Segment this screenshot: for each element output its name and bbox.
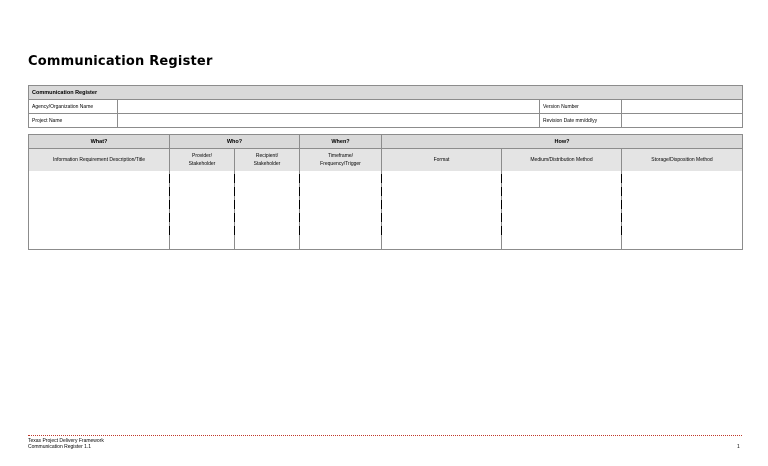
table-cell[interactable] (235, 197, 300, 210)
table-cell[interactable] (29, 171, 170, 184)
table-cell[interactable] (170, 236, 235, 250)
table-cell[interactable] (170, 210, 235, 223)
table-row (29, 223, 743, 236)
group-what: What? (29, 135, 170, 149)
table-cell[interactable] (382, 236, 502, 250)
table-cell[interactable] (170, 184, 235, 197)
group-who: Who? (170, 135, 300, 149)
table-cell[interactable] (382, 223, 502, 236)
table-cell[interactable] (29, 236, 170, 250)
communication-register-table (28, 134, 743, 250)
table-cell[interactable] (502, 210, 622, 223)
table-row (29, 236, 743, 250)
table-cell[interactable] (170, 197, 235, 210)
column-header: Format (382, 149, 502, 172)
table-cell[interactable] (502, 197, 622, 210)
table-cell[interactable] (170, 171, 235, 184)
table-row (29, 197, 743, 210)
footer-text (28, 438, 104, 450)
table-cell[interactable] (170, 223, 235, 236)
info-header: Communication Register (29, 86, 743, 100)
table-cell[interactable] (382, 197, 502, 210)
table-cell[interactable] (502, 171, 622, 184)
table-cell[interactable] (622, 210, 743, 223)
column-header: Medium/Distribution Method (502, 149, 622, 172)
project-field[interactable] (118, 114, 540, 128)
table-cell[interactable] (622, 171, 743, 184)
table-cell[interactable] (300, 210, 382, 223)
revision-field[interactable] (622, 114, 743, 128)
table-row (29, 210, 743, 223)
table-cell[interactable] (382, 210, 502, 223)
footer-framework: Texas Project Delivery Framework (28, 438, 104, 444)
agency-label: Agency/Organization Name (29, 100, 118, 114)
table-cell[interactable] (235, 184, 300, 197)
table-cell[interactable] (502, 236, 622, 250)
table-cell[interactable] (502, 184, 622, 197)
table-cell[interactable] (382, 184, 502, 197)
agency-field[interactable] (118, 100, 540, 114)
table-cell[interactable] (622, 197, 743, 210)
column-header: Recipient/ Stakeholder (235, 149, 300, 172)
table-cell[interactable] (622, 184, 743, 197)
page-number: 1 (737, 444, 740, 450)
group-when: When? (300, 135, 382, 149)
table-cell[interactable] (622, 236, 743, 250)
table-row (29, 171, 743, 184)
footer-document: Communication Register 1.1 (28, 444, 92, 450)
table-cell[interactable] (29, 223, 170, 236)
table-cell[interactable] (29, 184, 170, 197)
table-cell[interactable] (235, 171, 300, 184)
column-header: Storage/Disposition Method (622, 149, 743, 172)
version-label: Version Number (540, 100, 622, 114)
column-header: Provider/ Stakeholder (170, 149, 235, 172)
column-header: Timeframe/ Frequency/Trigger (300, 149, 382, 172)
table-cell[interactable] (300, 197, 382, 210)
table-cell[interactable] (622, 223, 743, 236)
group-how: How? (382, 135, 743, 149)
footer-divider (28, 435, 742, 436)
table-cell[interactable] (300, 184, 382, 197)
table-cell[interactable] (235, 210, 300, 223)
table-cell[interactable] (235, 223, 300, 236)
table-cell[interactable] (300, 171, 382, 184)
column-header: Information Requirement Description/Title (29, 149, 170, 172)
page-title: Communication Register (28, 54, 213, 69)
table-cell[interactable] (300, 236, 382, 250)
revision-label: Revision Date mm/dd/yy (540, 114, 622, 128)
table-row (29, 184, 743, 197)
table-cell[interactable] (29, 210, 170, 223)
table-cell[interactable] (300, 223, 382, 236)
version-field[interactable] (622, 100, 743, 114)
table-cell[interactable] (502, 223, 622, 236)
table-cell[interactable] (29, 197, 170, 210)
register-info-table (28, 85, 743, 128)
table-cell[interactable] (382, 171, 502, 184)
project-label: Project Name (29, 114, 118, 128)
table-cell[interactable] (235, 236, 300, 250)
